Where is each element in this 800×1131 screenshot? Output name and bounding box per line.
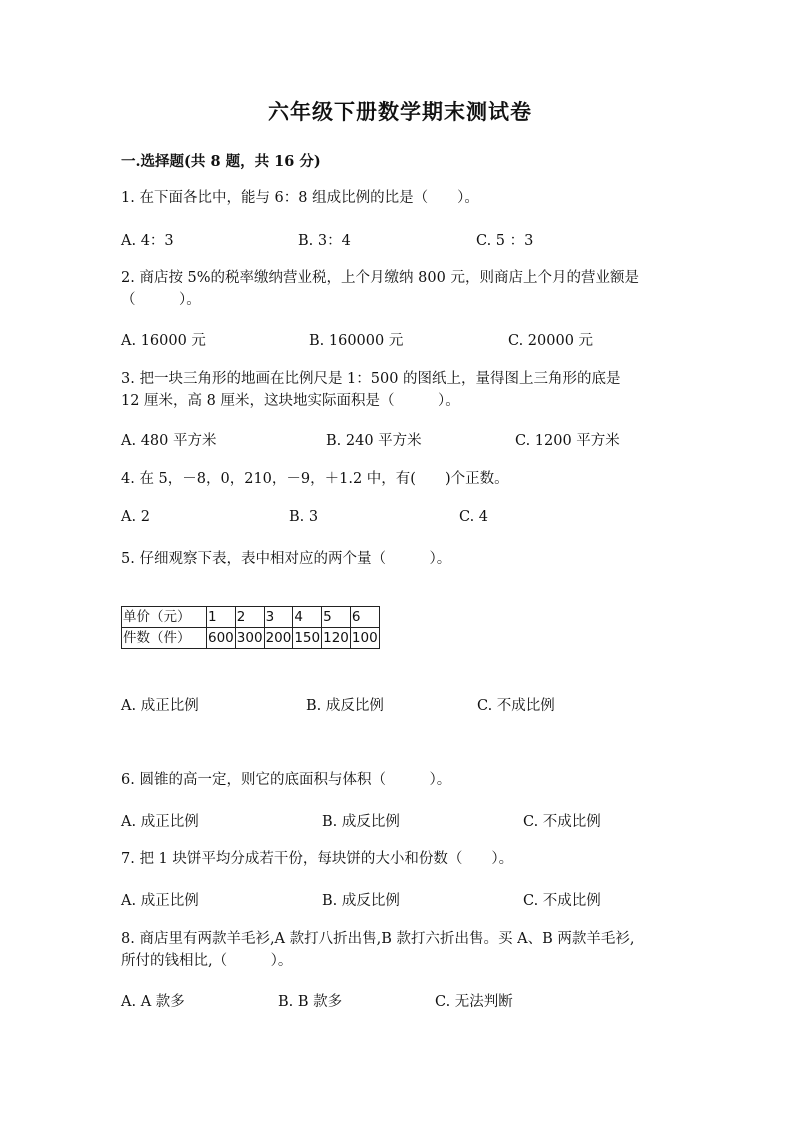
- question-2-line-2: （ ）。: [121, 292, 201, 308]
- q1-option-c: C. 5 ：3: [476, 233, 534, 249]
- q3-option-a: A. 480 平方米: [121, 433, 217, 449]
- table-cell: 1: [207, 607, 236, 628]
- question-2-line-1: 2. 商店按 5%的税率缴纳营业税，上个月缴纳 800 元，则商店上个月的营业额是: [121, 270, 639, 286]
- table-cell: 4: [293, 607, 322, 628]
- table-cell: 件数（件）: [122, 628, 207, 649]
- q5-option-a: A. 成正比例: [121, 698, 199, 714]
- q3-option-b: B. 240 平方米: [326, 433, 422, 449]
- q2-option-a: A. 16000 元: [121, 333, 206, 349]
- table-cell: 5: [322, 607, 351, 628]
- table-cell: 200: [264, 628, 293, 649]
- table-cell: 300: [235, 628, 264, 649]
- question-7-line-1: 7. 把 1 块饼平均分成若干份，每块饼的大小和份数（ ）。: [121, 851, 514, 867]
- q8-option-c: C. 无法判断: [435, 994, 513, 1010]
- question-3-line-2: 12 厘米，高 8 厘米，这块地实际面积是（ ）。: [121, 393, 460, 409]
- q6-option-b: B. 成反比例: [322, 814, 400, 830]
- q8-option-b: B. B 款多: [278, 994, 343, 1010]
- table-cell: 6: [350, 607, 379, 628]
- table-cell: 120: [322, 628, 351, 649]
- q1-option-b: B. 3：4: [298, 233, 351, 249]
- q4-option-c: C. 4: [459, 509, 489, 525]
- question-2: [121, 267, 639, 311]
- table-row: [122, 628, 380, 649]
- table-cell: 600: [207, 628, 236, 649]
- q4-option-b: B. 3: [289, 509, 319, 525]
- question-5: [121, 548, 451, 570]
- page-title: 六年级下册数学期末测试卷: [268, 99, 532, 124]
- table-cell: 2: [235, 607, 264, 628]
- q2-option-c: C. 20000 元: [508, 333, 594, 349]
- table-cell: 3: [264, 607, 293, 628]
- q8-option-a: A. A 款多: [121, 994, 185, 1010]
- question-6-line-1: 6. 圆锥的高一定，则它的底面积与体积（ ）。: [121, 772, 452, 788]
- table-cell: 单价（元）: [122, 607, 207, 628]
- question-5-line-1: 5. 仔细观察下表，表中相对应的两个量（ ）。: [121, 551, 452, 567]
- q4-option-a: A. 2: [121, 509, 150, 525]
- q7-option-a: A. 成正比例: [121, 893, 199, 909]
- q1-option-a: A. 4：3: [121, 233, 174, 249]
- question-3-line-1: 3. 把一块三角形的地画在比例尺是 1：500 的图纸上，量得图上三角形的底是: [121, 371, 621, 387]
- q3-option-c: C. 1200 平方米: [515, 433, 620, 449]
- question-1-line-1: 1. 在下面各比中，能与 6：8 组成比例的比是（ ）。: [121, 190, 479, 206]
- question-1: [121, 187, 479, 209]
- price-quantity-table: [121, 606, 380, 649]
- q7-option-c: C. 不成比例: [523, 893, 601, 909]
- question-6: [121, 769, 451, 791]
- question-4-line-1: 4. 在 5，－8，0，210，－9，＋1.2 中，有( )个正数。: [121, 471, 509, 487]
- q2-option-b: B. 160000 元: [309, 333, 404, 349]
- table-cell: 100: [350, 628, 379, 649]
- q6-option-c: C. 不成比例: [523, 814, 601, 830]
- question-8-line-2: 所付的钱相比,（ ）。: [121, 953, 293, 969]
- question-8: [121, 928, 634, 972]
- question-3: [121, 368, 621, 412]
- section-heading: 一.选择题(共 8 题，共 16 分): [121, 153, 321, 170]
- q5-option-b: B. 成反比例: [306, 698, 384, 714]
- table-row: [122, 607, 380, 628]
- q5-option-c: C. 不成比例: [477, 698, 555, 714]
- q7-option-b: B. 成反比例: [322, 893, 400, 909]
- question-4: [121, 468, 509, 490]
- question-8-line-1: 8. 商店里有两款羊毛衫,A 款打八折出售,B 款打六折出售。买 A、B 两款羊毛衫,: [121, 931, 635, 947]
- table-cell: 150: [293, 628, 322, 649]
- question-7: [121, 848, 513, 870]
- q6-option-a: A. 成正比例: [121, 814, 199, 830]
